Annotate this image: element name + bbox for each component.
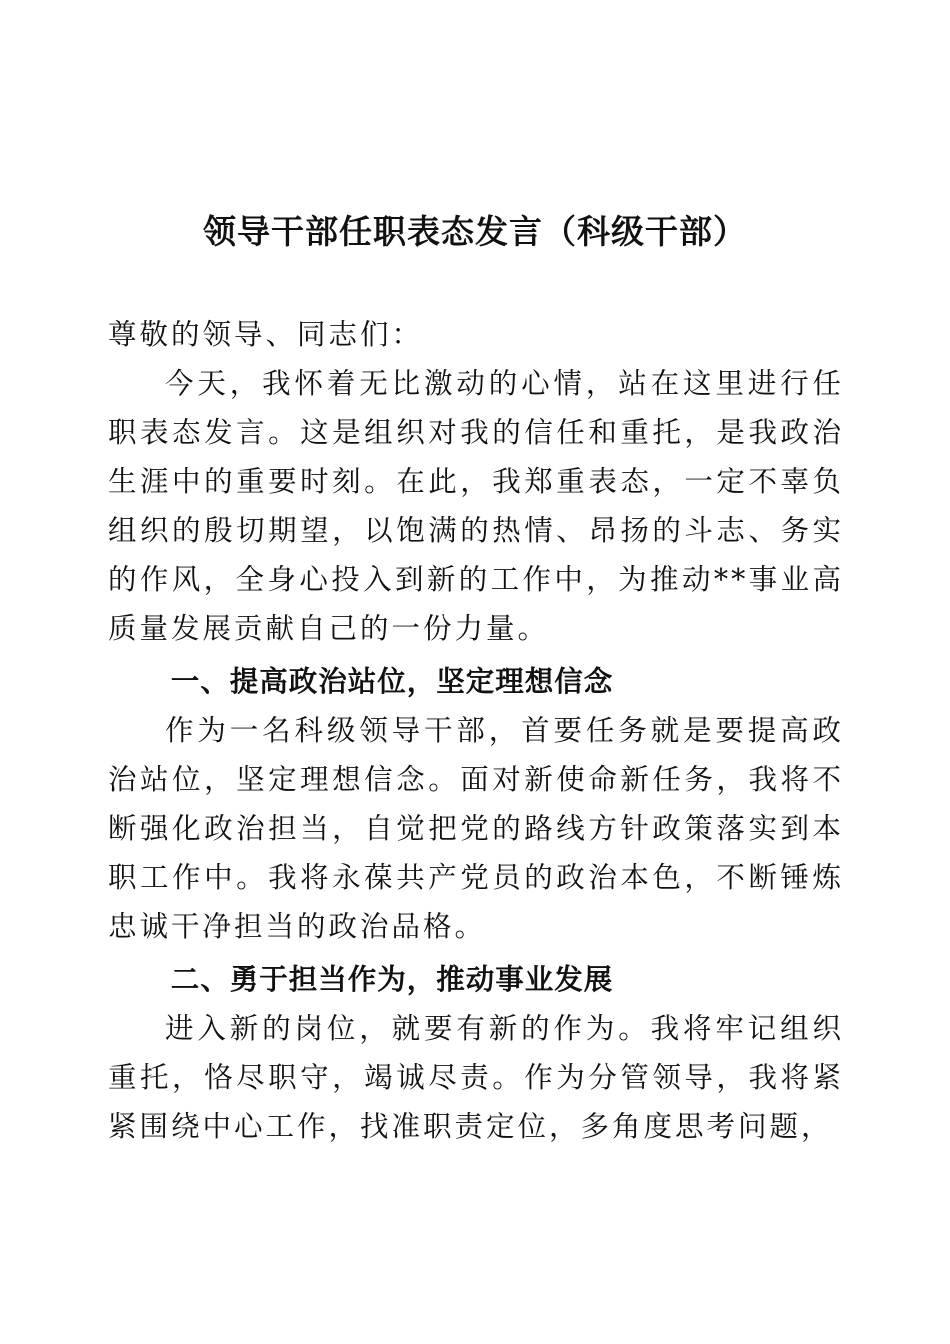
section-paragraph-2: 进入新的岗位，就要有新的作为。我将牢记组织重托，恪尽职守，竭诚尽责。作为分管领导，我将紧紧围绕中心工作，找准职责定位，多角度思考问题， (108, 1012, 844, 1143)
section-heading-1: 一、提高政治站位，坚定理想信念 (170, 665, 614, 698)
section-heading-2: 二、勇于担当作为，推动事业发展 (170, 963, 614, 996)
document-body (108, 310, 844, 1151)
salutation: 尊敬的领导、同志们： (108, 318, 424, 351)
intro-paragraph: 今天，我怀着无比激动的心情，站在这里进行任职表态发言。这是组织对我的信任和重托，是我政治生涯中的重要时刻。在此，我郑重表态，一定不辜负组织的殷切期望，以饱满的热情、昂扬的斗志、务实的作风，全身心投入到新的工作中，为推动**事业高质量发展贡献自己的一份力量。 (108, 367, 844, 645)
document-title: 领导干部任职表态发言（科级干部） (203, 212, 747, 251)
section-paragraph-1: 作为一名科级领导干部，首要任务就是要提高政治站位，坚定理想信念。面对新使命新任务，我将不断强化政治担当，自觉把党的路线方针政策落实到本职工作中。我将永葆共产党员的政治本色，不断锤炼忠诚干净担当的政治品格。 (108, 714, 844, 943)
